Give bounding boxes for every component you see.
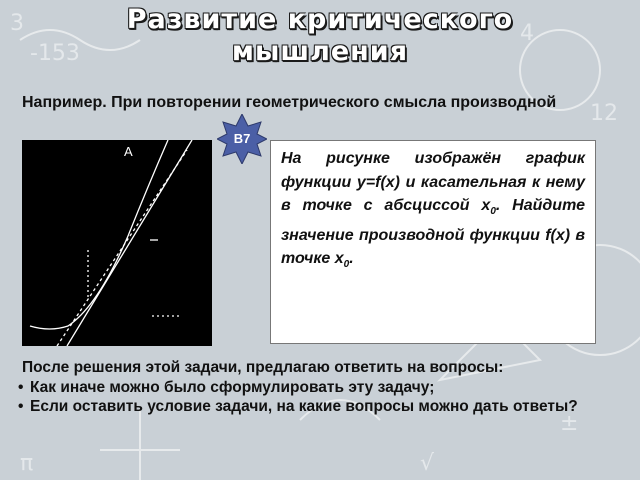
title-line-2: мышления [231, 36, 409, 67]
question-text: Если оставить условие задачи, на какие вопросы можно дать ответы? [30, 398, 578, 415]
question-item [18, 378, 634, 398]
decor-digits-3: 4 [520, 21, 534, 46]
task-box [270, 140, 596, 344]
task-text-3: . [349, 250, 354, 268]
decor-digits-6: √ [420, 451, 435, 476]
slide-title [0, 4, 640, 68]
bullet-icon: • [18, 378, 24, 396]
bullet-icon: • [18, 398, 24, 415]
decor-digits-7: ± [560, 411, 579, 436]
intro-text: Например. При повторении геометрического смысла производной [22, 94, 557, 111]
task-sub-1: 0 [490, 206, 496, 218]
graph-label-a: A [124, 144, 133, 159]
questions-block [18, 358, 634, 417]
task-sub-2: 0 [343, 259, 350, 271]
decor-digits-5: π [20, 451, 34, 476]
task-text-1: На рисунке изображён график функции y=f(x) и касательная к нему в точке с абсциссой x [281, 150, 585, 214]
badge-label: В7 [233, 131, 251, 146]
questions-intro: После решения этой задачи, предлагаю ответить на вопросы: [22, 359, 504, 376]
decor-digits-1: 3 [10, 11, 24, 36]
questions-list [18, 378, 634, 417]
task-text-2: . Найдите значение производной функции f(x) в точке x [281, 197, 585, 268]
title-line-1: Развитие критического [126, 4, 514, 35]
decor-digits-2: -153 [30, 41, 80, 66]
question-text: Как иначе можно было сформулировать эту задачу; [30, 378, 435, 396]
function-graph-image [22, 140, 212, 346]
decor-digits-4: 12 [590, 101, 618, 126]
question-item [18, 397, 634, 417]
